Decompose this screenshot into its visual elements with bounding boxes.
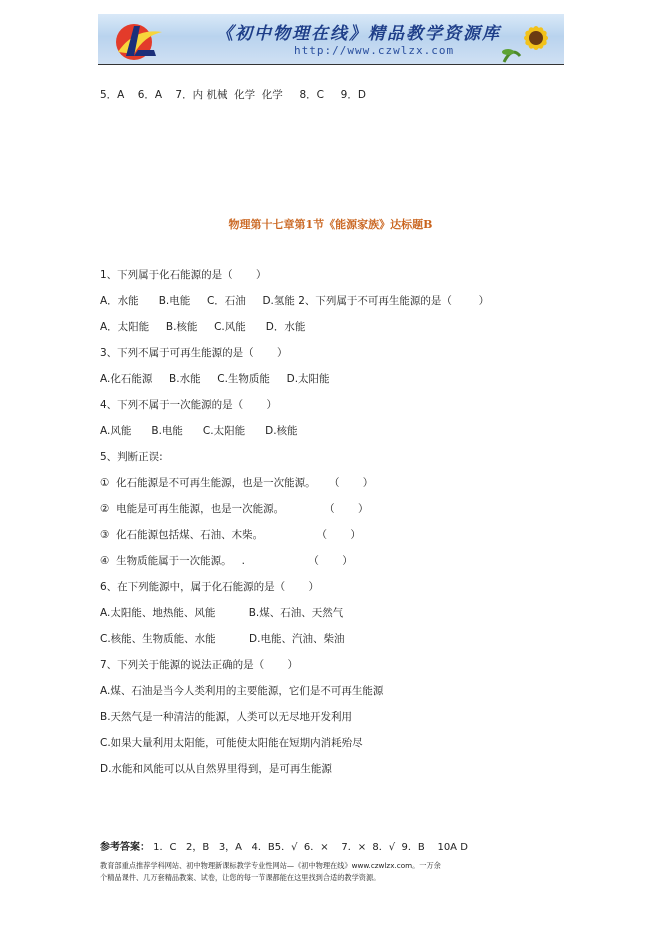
header-banner — [98, 14, 564, 64]
question-line: 4、下列不属于一次能源的是（ ） — [100, 399, 278, 411]
banner-title: 《初中物理在线》精品教学资源库 — [216, 24, 501, 44]
question-line: 7、下列关于能源的说法正确的是（ ） — [100, 659, 299, 671]
reference-label: 参考答案： — [100, 842, 150, 853]
banner-url[interactable]: http://www.czwlzx.com — [294, 44, 455, 57]
previous-answers: 5．A 6．A 7．内 机械 化学 化学 8．C 9．D — [100, 89, 366, 101]
reference-answers — [100, 838, 468, 853]
question-line: D.水能和风能可以从自然界里得到，是可再生能源 — [100, 763, 332, 775]
footer-line: 教育部重点推荐学科网站、初中物理新课标教学专业性网站—《初中物理在线》www.czwlzx.com。一万余 — [100, 861, 441, 870]
question-line: ② 电能是可再生能源，也是一次能源。 （ ） — [100, 503, 369, 515]
question-line: A.煤、石油是当今人类利用的主要能源，它们是不可再生能源 — [100, 685, 384, 697]
question-line: 6、在下列能源中，属于化石能源的是（ ） — [100, 581, 320, 593]
question-line: 5、判断正误: — [100, 451, 163, 463]
question-line: A.风能 B.电能 C.太阳能 D.核能 — [100, 425, 298, 437]
page-title: 物理第十七章第1节《能源家族》达标题B — [228, 218, 433, 231]
question-line: ④ 生物质能属于一次能源。 . （ ） — [100, 555, 353, 567]
header-rule — [98, 64, 564, 65]
czwlzx-logo-icon — [104, 18, 174, 62]
question-line: A．水能 B.电能 C．石油 D.氢能 2、下列属于不可再生能源的是（ ） — [100, 295, 490, 307]
question-line: C.如果大量利用太阳能，可能使太阳能在短期内消耗殆尽 — [100, 737, 363, 749]
sunflower-icon — [498, 16, 562, 64]
question-line: 3、下列不属于可再生能源的是（ ） — [100, 347, 288, 359]
question-line: B.天然气是一种清洁的能源，人类可以无尽地开发利用 — [100, 711, 353, 723]
question-line: A.太阳能、地热能、风能 B.煤、石油、天然气 — [100, 607, 344, 619]
question-line: C.核能、生物质能、水能 D.电能、汽油、柴油 — [100, 633, 345, 645]
footer-line: 个精品课件、几万套精品教案、试卷，让您的每一节课都能在这里找到合适的教学资源。 — [100, 873, 381, 882]
question-line: A．太阳能 B.核能 C.风能 D．水能 — [100, 321, 306, 333]
question-line: ① 化石能源是不可再生能源，也是一次能源。 （ ） — [100, 477, 374, 489]
question-line: 1、下列属于化石能源的是（ ） — [100, 269, 267, 281]
question-line: A.化石能源 B.水能 C.生物质能 D.太阳能 — [100, 373, 330, 385]
question-line: ③ 化石能源包括煤、石油、木柴。 （ ） — [100, 529, 361, 541]
reference-text: 1．C 2，B 3，A 4．B5．√ 6．× 7．× 8．√ 9．B 10A D — [150, 842, 468, 853]
